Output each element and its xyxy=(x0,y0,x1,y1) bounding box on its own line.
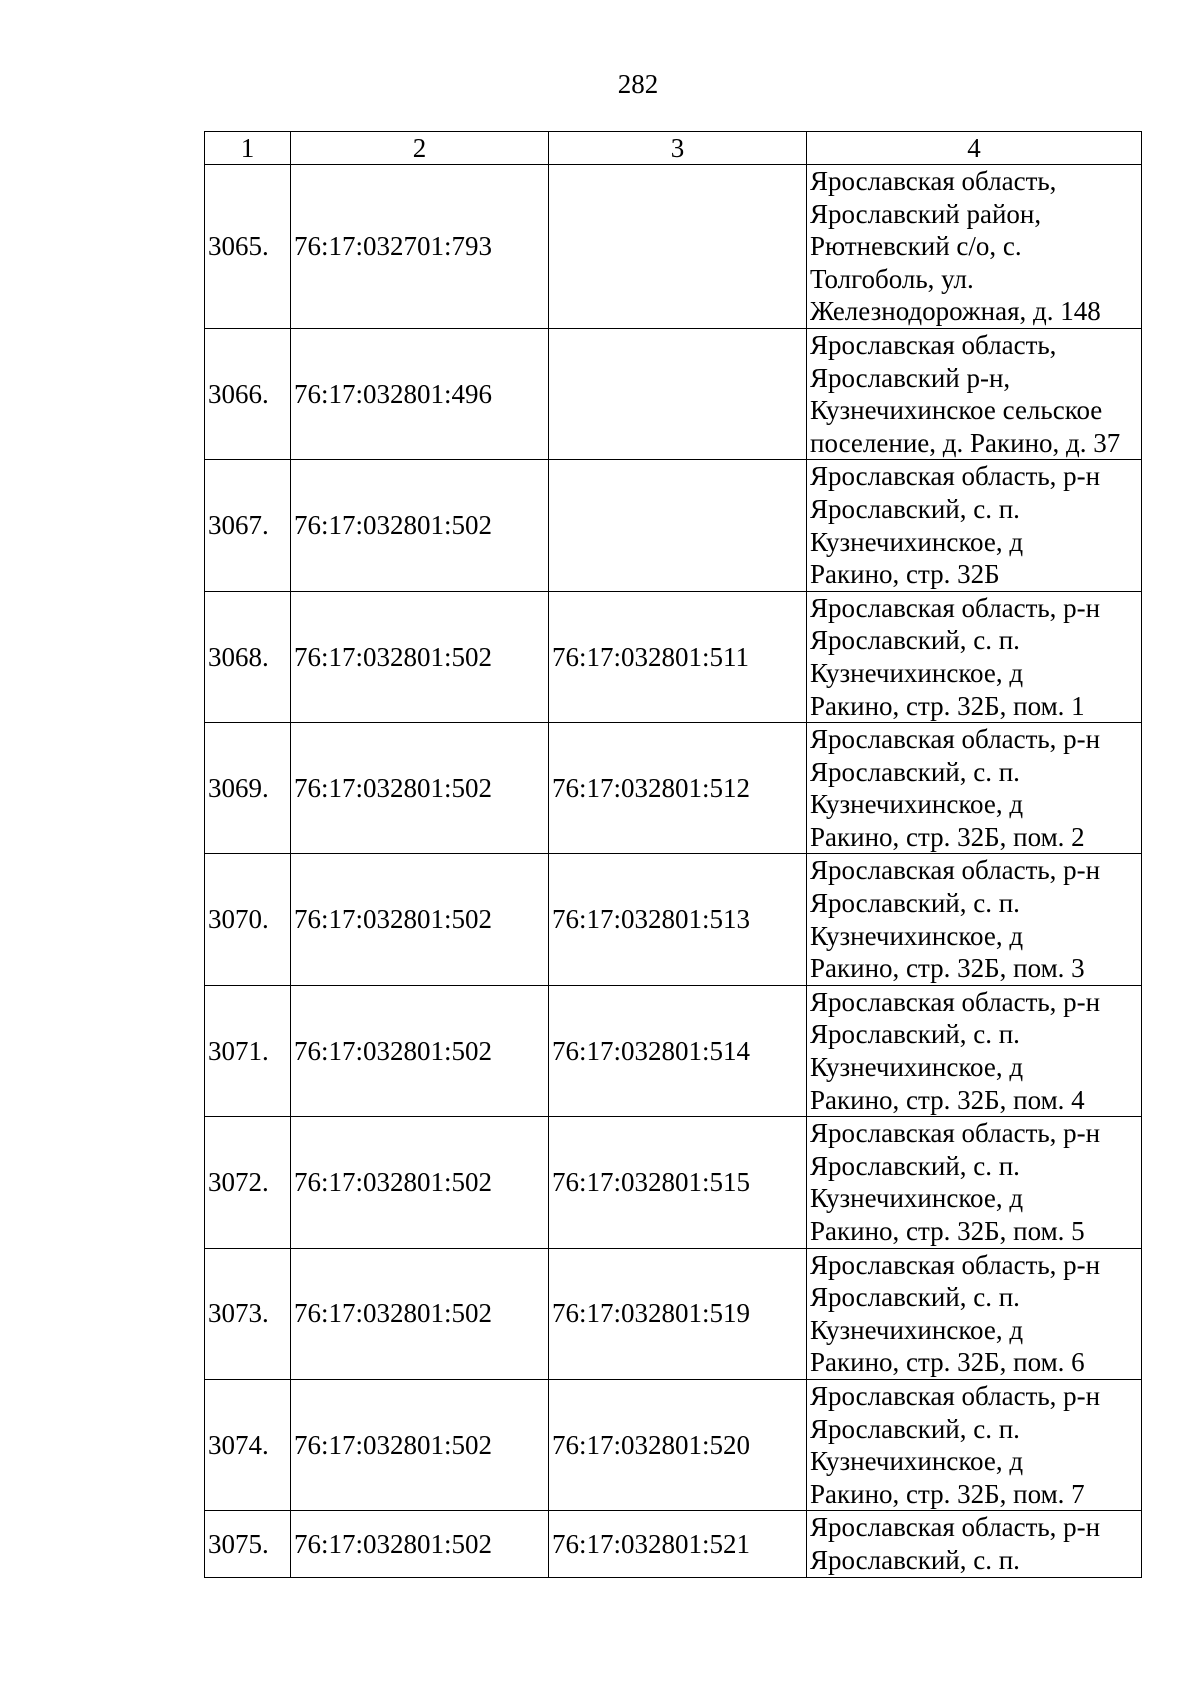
address-line: Кузнечихинское, д xyxy=(810,1446,1024,1477)
table-header-row xyxy=(205,132,1142,165)
header-cell-1: 1 xyxy=(205,132,291,165)
cadastral-number-cell: 76:17:032801:502 xyxy=(291,1248,549,1379)
cadastral-number-cell: 76:17:032801:502 xyxy=(291,1117,549,1248)
address-cell xyxy=(807,328,1142,459)
address-line: Железнодорожная, д. 148 xyxy=(810,296,1101,327)
table-row xyxy=(205,1511,1142,1577)
address-cell xyxy=(807,591,1142,722)
address-cell xyxy=(807,985,1142,1116)
address-line: Ракино, стр. 32Б, пом. 2 xyxy=(810,821,1085,852)
sub-cadastral-number-cell xyxy=(549,165,807,329)
cadastral-number-cell: 76:17:032801:496 xyxy=(291,328,549,459)
sub-cadastral-number-cell: 76:17:032801:513 xyxy=(549,854,807,985)
address-line: Ярославский, с. п. xyxy=(810,1019,1020,1050)
registry-table xyxy=(204,131,1142,1578)
address-line: Кузнечихинское, д xyxy=(810,1052,1024,1083)
address-cell xyxy=(807,1379,1142,1510)
address-line: Ярославский р-н, xyxy=(810,362,1011,393)
address-line: поселение, д. Ракино, д. 37 xyxy=(810,427,1121,458)
address-cell xyxy=(807,1117,1142,1248)
address-cell xyxy=(807,1511,1142,1577)
address-line: Ярославская область, р-н xyxy=(810,855,1101,886)
row-number-cell: 3067. xyxy=(205,460,291,591)
row-number-cell: 3070. xyxy=(205,854,291,985)
address-line: Кузнечихинское, д xyxy=(810,657,1024,688)
address-line: Ярославская область, xyxy=(810,166,1057,196)
cadastral-number-cell: 76:17:032801:502 xyxy=(291,854,549,985)
table-row xyxy=(205,985,1142,1116)
row-number-cell: 3073. xyxy=(205,1248,291,1379)
address-line: Ярославский, с. п. xyxy=(810,1544,1020,1575)
sub-cadastral-number-cell: 76:17:032801:521 xyxy=(549,1511,807,1577)
address-line: Ярославский, с. п. xyxy=(810,1413,1020,1444)
header-cell-2: 2 xyxy=(291,132,549,165)
address-line: Рютневский с/о, с. xyxy=(810,231,1022,262)
address-line: Толгоболь, ул. xyxy=(810,263,974,294)
cadastral-number-cell: 76:17:032801:502 xyxy=(291,591,549,722)
cadastral-number-cell: 76:17:032801:502 xyxy=(291,985,549,1116)
row-number-cell: 3069. xyxy=(205,723,291,854)
address-line: Ярославский, с. п. xyxy=(810,1150,1020,1181)
cadastral-number-cell: 76:17:032801:502 xyxy=(291,1379,549,1510)
table-row xyxy=(205,723,1142,854)
sub-cadastral-number-cell: 76:17:032801:520 xyxy=(549,1379,807,1510)
table-row xyxy=(205,165,1142,329)
row-number-cell: 3072. xyxy=(205,1117,291,1248)
table-row xyxy=(205,591,1142,722)
row-number-cell: 3075. xyxy=(205,1511,291,1577)
table-row xyxy=(205,854,1142,985)
address-line: Ярославская область, xyxy=(810,329,1057,360)
address-line: Ракино, стр. 32Б, пом. 6 xyxy=(810,1347,1085,1378)
row-number-cell: 3066. xyxy=(205,328,291,459)
sub-cadastral-number-cell: 76:17:032801:519 xyxy=(549,1248,807,1379)
address-cell xyxy=(807,723,1142,854)
address-line: Кузнечихинское сельское xyxy=(810,395,1103,426)
address-line: Ярославская область, р-н xyxy=(810,1512,1101,1543)
address-line: Ракино, стр. 32Б xyxy=(810,559,1000,590)
table-row xyxy=(205,1379,1142,1510)
address-cell xyxy=(807,1248,1142,1379)
address-cell xyxy=(807,165,1142,329)
header-cell-3: 3 xyxy=(549,132,807,165)
address-cell xyxy=(807,854,1142,985)
address-line: Кузнечихинское, д xyxy=(810,920,1024,951)
address-line: Кузнечихинское, д xyxy=(810,526,1024,557)
cadastral-number-cell: 76:17:032801:502 xyxy=(291,460,549,591)
address-cell xyxy=(807,460,1142,591)
cadastral-number-cell: 76:17:032801:502 xyxy=(291,723,549,854)
sub-cadastral-number-cell: 76:17:032801:515 xyxy=(549,1117,807,1248)
address-line: Ярославская область, р-н xyxy=(810,1249,1101,1280)
sub-cadastral-number-cell xyxy=(549,328,807,459)
address-line: Ракино, стр. 32Б, пом. 7 xyxy=(810,1478,1085,1509)
cadastral-number-cell: 76:17:032801:502 xyxy=(291,1511,549,1577)
address-line: Ракино, стр. 32Б, пом. 1 xyxy=(810,690,1085,721)
sub-cadastral-number-cell: 76:17:032801:514 xyxy=(549,985,807,1116)
table-row xyxy=(205,328,1142,459)
address-line: Ярославская область, р-н xyxy=(810,461,1101,492)
address-line: Ракино, стр. 32Б, пом. 3 xyxy=(810,953,1085,984)
header-cell-4: 4 xyxy=(807,132,1142,165)
table-row xyxy=(205,460,1142,591)
address-line: Ярославская область, р-н xyxy=(810,986,1101,1017)
sub-cadastral-number-cell: 76:17:032801:511 xyxy=(549,591,807,722)
address-line: Ярославский, с. п. xyxy=(810,625,1020,656)
address-line: Кузнечихинское, д xyxy=(810,1314,1024,1345)
address-line: Кузнечихинское, д xyxy=(810,1183,1024,1214)
row-number-cell: 3065. xyxy=(205,165,291,329)
address-line: Ярославский, с. п. xyxy=(810,888,1020,919)
address-line: Ярославская область, р-н xyxy=(810,592,1101,623)
address-line: Ярославский район, xyxy=(810,198,1042,229)
sub-cadastral-number-cell: 76:17:032801:512 xyxy=(549,723,807,854)
row-number-cell: 3071. xyxy=(205,985,291,1116)
table-row xyxy=(205,1248,1142,1379)
address-line: Ярославская область, р-н xyxy=(810,1118,1101,1149)
cadastral-number-cell: 76:17:032701:793 xyxy=(291,165,549,329)
table-row xyxy=(205,1117,1142,1248)
address-line: Ярославская область, р-н xyxy=(810,1380,1101,1411)
address-line: Ярославская область, р-н xyxy=(810,724,1101,755)
address-line: Ракино, стр. 32Б, пом. 5 xyxy=(810,1216,1085,1246)
sub-cadastral-number-cell xyxy=(549,460,807,591)
address-line: Кузнечихинское, д xyxy=(810,789,1024,820)
address-line: Ярославский, с. п. xyxy=(810,756,1020,787)
page-number: 282 xyxy=(617,69,659,99)
row-number-cell: 3068. xyxy=(205,591,291,722)
address-line: Ракино, стр. 32Б, пом. 4 xyxy=(810,1084,1085,1115)
row-number-cell: 3074. xyxy=(205,1379,291,1510)
address-line: Ярославский, с. п. xyxy=(810,1282,1020,1313)
address-line: Ярославский, с. п. xyxy=(810,493,1020,524)
